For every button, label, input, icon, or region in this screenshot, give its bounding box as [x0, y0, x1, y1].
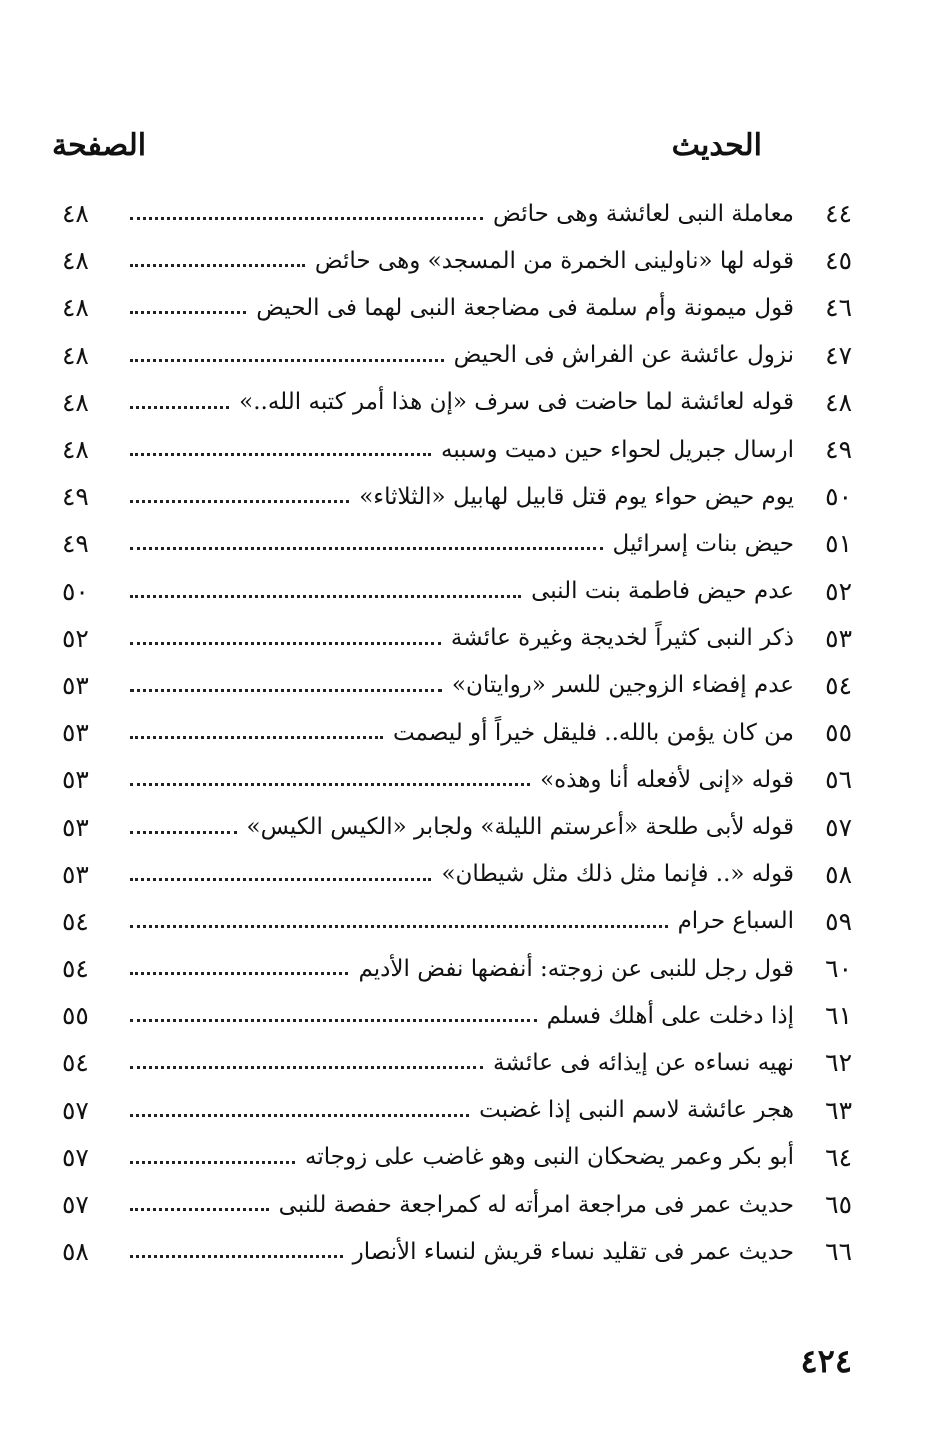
dot-leader — [130, 925, 668, 928]
entry-title: قوله لأبى طلحة «أعرستم الليلة» ولجابر «الكيس الكيس» — [246, 814, 794, 841]
entry-title: قوله لها «ناولينى الخمرة من المسجد» وهى حائض — [314, 247, 794, 274]
entry-page-number: ٥٠ — [62, 576, 89, 606]
dot-leader — [130, 972, 348, 975]
dot-leader — [130, 359, 444, 362]
toc-row — [62, 284, 852, 331]
entry-page-number: ٥٤ — [62, 906, 89, 936]
entry-title: أبو بكر وعمر يضحكان النبى وهو غاضب على زوجاته — [305, 1144, 794, 1171]
toc-row — [62, 1228, 852, 1275]
toc-row — [62, 520, 852, 567]
entry-number: ٥١ — [825, 529, 852, 559]
entry-title: حيض بنات إسرائيل — [612, 530, 794, 557]
entry-number: ٤٥ — [825, 246, 852, 276]
dot-leader — [130, 1161, 295, 1164]
entry-page-number: ٥٧ — [62, 1095, 89, 1125]
dot-leader — [130, 1255, 343, 1258]
dot-leader — [130, 264, 305, 267]
dot-leader — [130, 311, 246, 314]
dot-leader — [130, 736, 383, 739]
dot-leader — [130, 547, 603, 550]
entry-number: ٤٦ — [825, 293, 852, 323]
toc-row — [62, 237, 852, 284]
entry-title: حديث عمر فى مراجعة امرأته له كمراجعة حفصة للنبى — [278, 1191, 794, 1218]
toc-row — [62, 190, 852, 237]
entry-page-number: ٤٩ — [62, 482, 89, 512]
entry-title: معاملة النبى لعائشة وهى حائض — [493, 200, 794, 227]
entry-page-number: ٤٨ — [62, 293, 89, 323]
entry-page-number: ٥٣ — [62, 859, 89, 889]
entry-title: قوله «.. فإنما مثل ذلك مثل شيطان» — [441, 861, 794, 888]
entry-number: ٦٥ — [825, 1190, 852, 1220]
toc-row — [62, 898, 852, 945]
toc-row — [62, 568, 852, 615]
entry-number: ٥٣ — [825, 623, 852, 653]
entry-number: ٤٨ — [825, 387, 852, 417]
entry-number: ٦٢ — [825, 1048, 852, 1078]
entry-number: ٥٤ — [825, 670, 852, 700]
toc-row — [62, 1181, 852, 1228]
dot-leader — [130, 642, 441, 645]
entry-number: ٤٤ — [825, 199, 852, 229]
toc-row — [62, 615, 852, 662]
table-of-contents — [62, 190, 852, 1275]
dot-leader — [130, 217, 483, 220]
entry-page-number: ٥٤ — [62, 1048, 89, 1078]
entry-title: عدم حيض فاطمة بنت النبى — [531, 578, 794, 605]
dot-leader — [130, 453, 431, 456]
toc-row — [62, 332, 852, 379]
entry-number: ٦٣ — [825, 1095, 852, 1125]
entry-page-number: ٤٨ — [62, 199, 89, 229]
toc-row — [62, 473, 852, 520]
entry-title: نهيه نساءه عن إيذائه فى عائشة — [493, 1049, 794, 1076]
toc-row — [62, 662, 852, 709]
entry-title: ارسال جبريل لحواء حين دميت وسببه — [441, 436, 794, 463]
dot-leader — [130, 1066, 483, 1069]
toc-row — [62, 1087, 852, 1134]
toc-header — [52, 128, 762, 174]
entry-title: نزول عائشة عن الفراش فى الحيض — [453, 342, 794, 369]
entry-title: قوله لعائشة لما حاضت فى سرف «إن هذا أمر كتبه الله..» — [239, 389, 794, 416]
dot-leader — [130, 831, 237, 834]
entry-page-number: ٥٥ — [62, 1001, 89, 1031]
entry-number: ٤٧ — [825, 340, 852, 370]
entry-number: ٥٩ — [825, 906, 852, 936]
dot-leader — [130, 878, 431, 881]
entry-title: السباع حرام — [677, 908, 794, 935]
toc-row — [62, 945, 852, 992]
dot-leader — [130, 595, 521, 598]
entry-page-number: ٥٢ — [62, 623, 89, 653]
entry-page-number: ٤٨ — [62, 246, 89, 276]
entry-number: ٥٠ — [825, 482, 852, 512]
entry-page-number: ٥٣ — [62, 718, 89, 748]
entry-title: يوم حيض حواء يوم قتل قابيل لهابيل «الثلاثاء» — [359, 483, 794, 510]
dot-leader — [130, 783, 530, 786]
toc-row — [62, 1039, 852, 1086]
entry-title: من كان يؤمن بالله.. فليقل خيراً أو ليصمت — [392, 719, 794, 746]
entry-number: ٥٢ — [825, 576, 852, 606]
entry-title: حديث عمر فى تقليد نساء قريش لنساء الأنصار — [352, 1238, 794, 1265]
entry-number: ٦٠ — [825, 954, 852, 984]
entry-number: ٥٥ — [825, 718, 852, 748]
dot-leader — [130, 406, 229, 409]
entry-title: قول ميمونة وأم سلمة فى مضاجعة النبى لهما فى الحيض — [256, 294, 794, 321]
toc-row — [62, 379, 852, 426]
entry-number: ٤٩ — [825, 435, 852, 465]
entry-title: عدم إفضاء الزوجين للسر «روايتان» — [451, 672, 794, 699]
toc-row — [62, 426, 852, 473]
entry-number: ٦٦ — [825, 1237, 852, 1267]
entry-page-number: ٥٤ — [62, 954, 89, 984]
toc-row — [62, 992, 852, 1039]
dot-leader — [130, 500, 349, 503]
dot-leader — [130, 1208, 269, 1211]
entry-number: ٦٤ — [825, 1142, 852, 1172]
entry-title: قول رجل للنبى عن زوجته: أنفضها نفض الأديم — [358, 955, 794, 982]
entry-page-number: ٥٣ — [62, 812, 89, 842]
entry-page-number: ٤٨ — [62, 340, 89, 370]
toc-row — [62, 709, 852, 756]
toc-row — [62, 756, 852, 803]
toc-row — [62, 803, 852, 850]
dot-leader — [130, 1019, 537, 1022]
entry-page-number: ٤٩ — [62, 529, 89, 559]
entry-page-number: ٤٨ — [62, 435, 89, 465]
entry-page-number: ٥٨ — [62, 1237, 89, 1267]
entry-page-number: ٥٣ — [62, 765, 89, 795]
dot-leader — [130, 1114, 469, 1117]
page-number: ٤٢٤ — [800, 1342, 852, 1380]
entry-title: قوله «إنى لأفعله أنا وهذه» — [540, 766, 794, 793]
entry-number: ٥٧ — [825, 812, 852, 842]
toc-row — [62, 851, 852, 898]
entry-number: ٦١ — [825, 1001, 852, 1031]
toc-row — [62, 1134, 852, 1181]
entry-page-number: ٥٧ — [62, 1142, 89, 1172]
entry-number: ٥٦ — [825, 765, 852, 795]
entry-page-number: ٤٨ — [62, 387, 89, 417]
column-heading-page: الصفحة — [52, 128, 147, 163]
entry-title: هجر عائشة لاسم النبى إذا غضبت — [479, 1097, 794, 1124]
entry-title: ذكر النبى كثيراً لخديجة وغيرة عائشة — [450, 625, 794, 652]
entry-title: إذا دخلت على أهلك فسلم — [546, 1002, 794, 1029]
entry-page-number: ٥٧ — [62, 1190, 89, 1220]
entry-number: ٥٨ — [825, 859, 852, 889]
dot-leader — [130, 689, 442, 692]
entry-page-number: ٥٣ — [62, 670, 89, 700]
column-heading-hadith: الحديث — [671, 128, 762, 163]
